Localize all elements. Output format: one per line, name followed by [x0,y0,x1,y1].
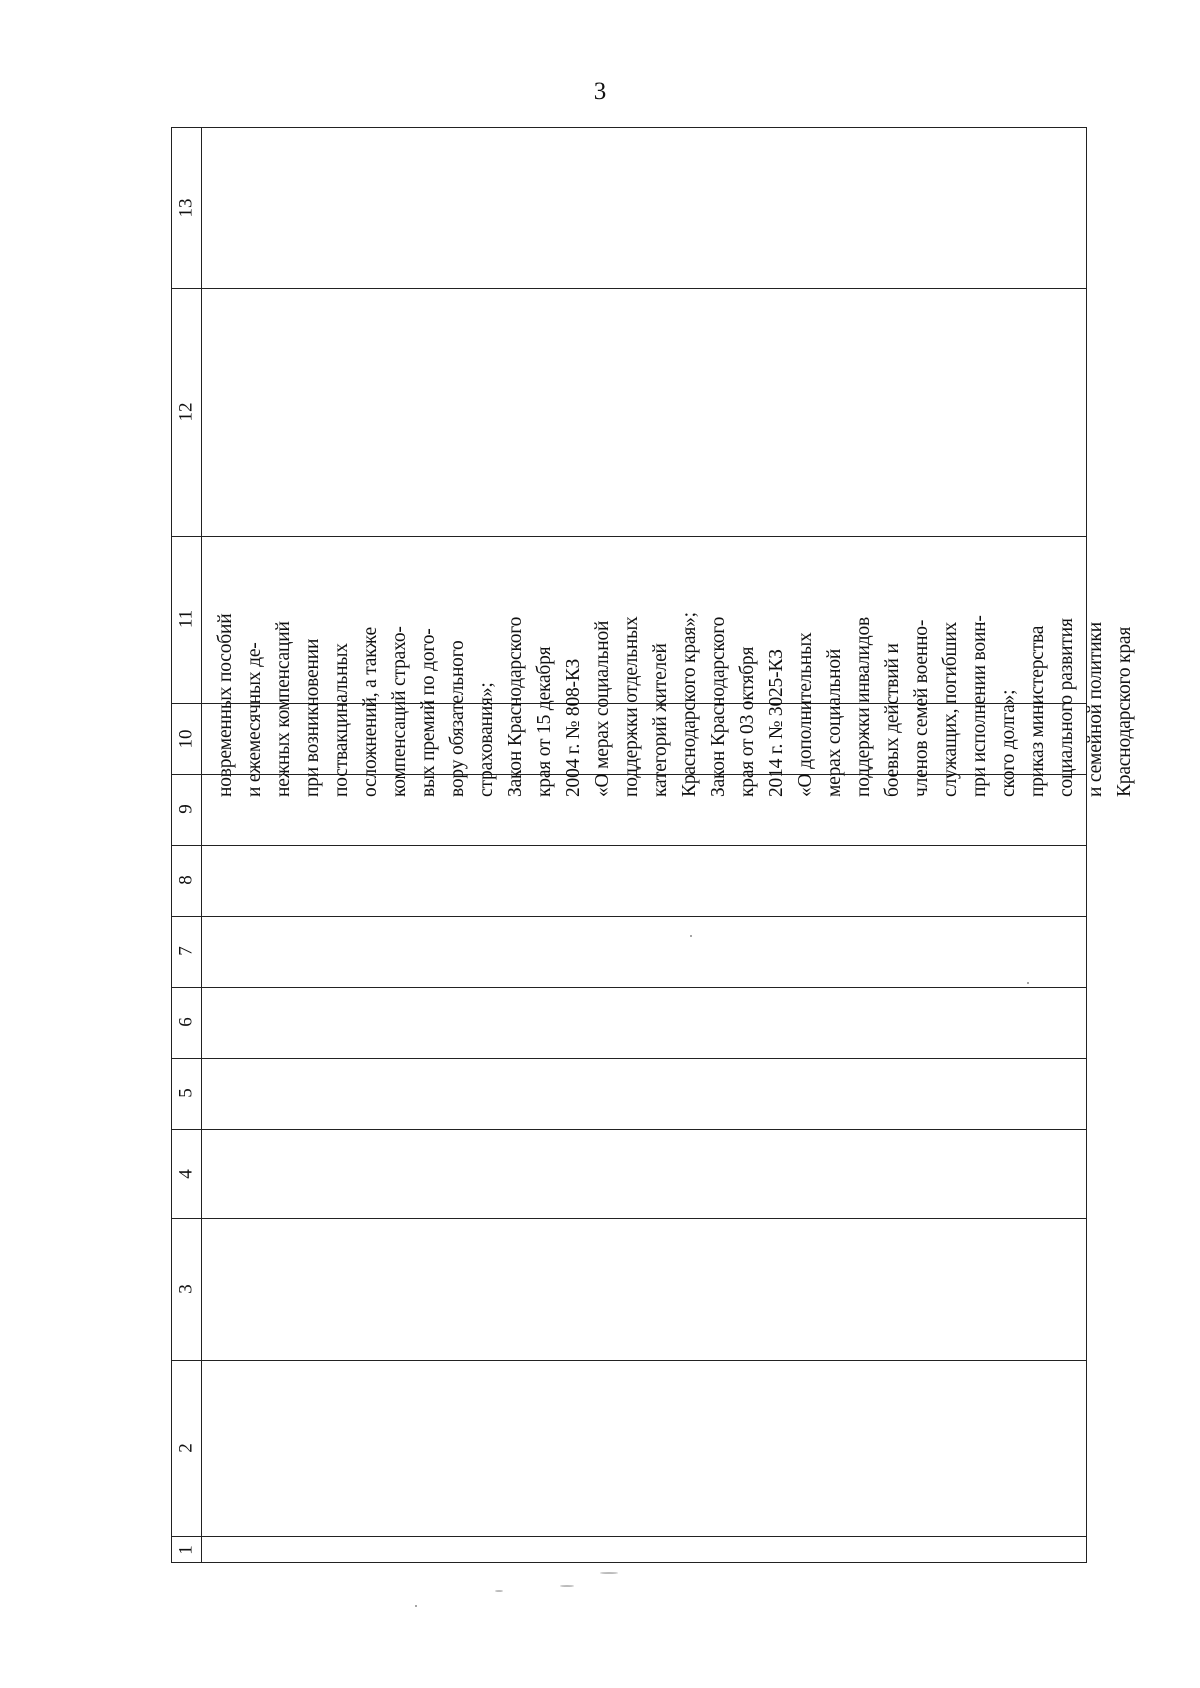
text-line: осложнений, а также [360,627,381,797]
column-number: 8 [175,875,197,885]
text-line: Краснодарского края»; [679,612,700,797]
text-line: поддержки отдельных [621,616,642,797]
text-line: новременных пособий [215,613,236,797]
scan-speck [1027,982,1029,984]
column-separator [172,1360,1086,1361]
text-line: при возникновении [302,638,323,797]
column-separator [172,916,1086,917]
scan-speck [495,1590,503,1592]
column-number: 12 [175,402,197,422]
text-line: Закон Краснодарского [708,616,729,797]
scan-speck [415,1605,417,1607]
column-number: 13 [175,198,197,218]
page-number: 3 [593,78,607,105]
text-line: социального развития [1056,618,1077,797]
text-line: вору обязательного [447,640,468,797]
column-number: 4 [175,1169,197,1179]
column-number: 6 [175,1017,197,1027]
text-line: боевых действий и [882,643,903,797]
text-line: нежных компенсаций [273,621,294,797]
text-line: служащих, погибших [940,621,961,797]
text-line: Закон Краснодарского [505,616,526,797]
column-separator [172,1536,1086,1537]
text-line: компенсаций страхо- [389,626,410,797]
text-line: членов семей военно- [911,619,932,797]
column-number: 7 [175,946,197,956]
text-line: и ежемесячных де- [244,642,265,797]
column-number: 5 [175,1088,197,1098]
column-number: 2 [175,1443,197,1453]
document-table [171,127,1087,1563]
column-separator [172,987,1086,988]
text-line: «О дополнительных [795,632,816,797]
text-line: 2004 г. № 808-КЗ [563,658,584,797]
scan-speck [690,935,692,937]
column-number: 9 [175,804,197,814]
text-line: категорий жителей [650,643,671,797]
column-number: 11 [175,609,197,629]
text-line: мерах социальной [824,648,845,797]
column-number: 3 [175,1284,197,1294]
column-number: 10 [175,729,197,749]
text-line: приказ министерства [1027,625,1048,797]
text-line: края от 15 декабря [534,646,555,797]
text-line: края от 03 октября [737,646,758,797]
column-number: 1 [175,1545,197,1555]
column-separator [172,1218,1086,1219]
scan-speck [600,1572,618,1574]
column-separator [172,845,1086,846]
text-line: при исполнении воин- [969,615,990,797]
text-line: ского долга»; [998,689,1019,797]
text-line: вых премий по дого- [418,628,439,797]
text-line: поддержки инвалидов [853,616,874,797]
column-separator [172,1058,1086,1059]
text-line: и семейной политики [1085,622,1106,797]
column-separator [172,288,1086,289]
text-line: страхования»; [476,682,497,797]
text-line: поствакцинальных [331,643,352,797]
text-line: «О мерах социальной [592,620,613,797]
scan-speck [560,1585,574,1587]
column-12-cell-text [211,535,1135,797]
text-line: 2014 г. № 3025-КЗ [766,649,787,797]
text-line: Краснодарского края [1114,626,1135,797]
column-separator [172,1129,1086,1130]
